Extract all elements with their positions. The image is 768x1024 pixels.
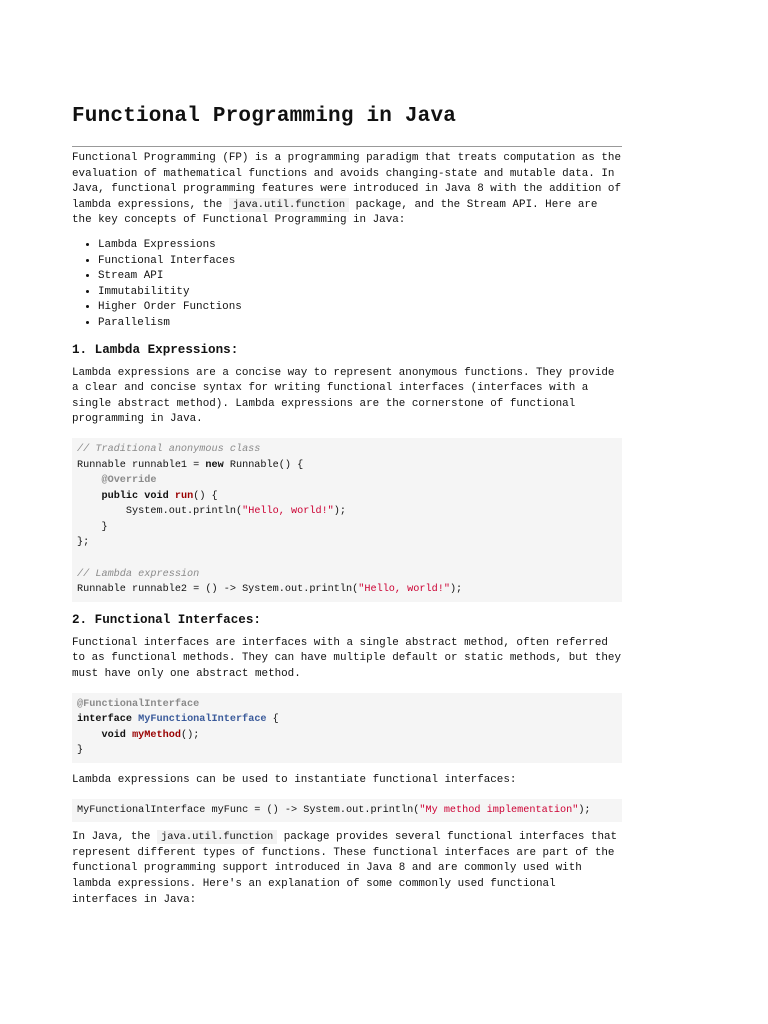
- code-string: "Hello, world!": [242, 506, 334, 518]
- list-item: • Immutabilitity: [98, 285, 622, 301]
- code-text: }: [101, 521, 108, 533]
- code-block-instantiate: [72, 799, 622, 823]
- code-comment: // Traditional anonymous class: [77, 443, 261, 455]
- list-item: • Functional Interfaces: [98, 254, 622, 270]
- code-function: myMethod: [132, 729, 181, 741]
- package-paragraph: [72, 830, 622, 908]
- code-text: ();: [180, 729, 200, 741]
- list-item: • Higher Order Functions: [98, 300, 622, 316]
- code-text: Runnable() {: [223, 459, 304, 471]
- code-text: );: [578, 804, 591, 816]
- document-body: [72, 151, 622, 908]
- code-text: );: [449, 584, 463, 596]
- code-block-lambda: [72, 438, 622, 602]
- code-keyword: void: [101, 729, 126, 741]
- code-type: MyFunctionalInterface: [138, 714, 267, 726]
- code-text: MyFunctionalInterface myFunc = () -> System.out.println(: [77, 804, 420, 816]
- section-heading-lambda: 1. Lambda Expressions:: [72, 342, 239, 357]
- page-title: Functional Programming in Java: [72, 105, 457, 128]
- code-annotation: @FunctionalInterface: [77, 698, 200, 710]
- code-text: Runnable runnable2 = () -> System.out.println(: [77, 584, 359, 596]
- list-item: • Parallelism: [98, 316, 622, 332]
- intro-paragraph: [72, 151, 622, 229]
- intro-text-2: package, and the Stream API. Here are the key concepts of Functional Programming in Java:: [72, 198, 598, 227]
- code-text: );: [333, 506, 347, 518]
- code-text: () {: [193, 490, 218, 502]
- list-item: • Stream API: [98, 269, 622, 285]
- code-text: Runnable runnable1 =: [77, 459, 206, 471]
- list-item: • Lambda Expressions: [98, 238, 622, 254]
- intro-text-1: Functional Programming (FP) is a programming paradigm that treats computation as the evaluation of mathematical functions and avoids changing-state and mutable data. In Java, functional programming features were introduced in Java 8 with the addition of lambda expressions, the: [72, 152, 621, 211]
- code-function: run: [174, 490, 194, 502]
- functional-interfaces-paragraph: Functional interfaces are interfaces with a single abstract method, often referred to as functional methods. They can have multiple default or static methods, but they must have only one abstract method.: [72, 636, 621, 681]
- code-string: "My method implementation": [419, 804, 579, 816]
- inline-code-package: java.util.function: [157, 830, 277, 844]
- code-keyword: interface: [77, 714, 133, 726]
- code-text: {: [266, 714, 279, 726]
- section-heading-functional-interfaces: 2. Functional Interfaces:: [72, 612, 261, 627]
- code-keyword: new: [205, 459, 224, 471]
- lambda-paragraph: Lambda expressions are a concise way to represent anonymous functions. They provide a clear and concise syntax for writing functional interfaces (interfaces with a single abstract method). Lambda expressions are the cornerstone of functional programming in Java.: [72, 366, 615, 426]
- concepts-list: [72, 238, 622, 332]
- package-text-1: In Java, the: [72, 831, 157, 844]
- code-block-interface: [72, 693, 622, 763]
- code-comment: // Lambda expression: [77, 568, 200, 580]
- package-text-2: package provides several functional interfaces that represent different types of functions. These functional interfaces are part of the functional programming support introduced in Java 8 and are commonly used with lambda expressions. Here's an explanation of some commonly used functional interfaces in Java:: [72, 831, 618, 906]
- code-keyword: public: [101, 490, 139, 502]
- code-text: System.out.println(: [125, 506, 243, 518]
- code-annotation: @Override: [101, 475, 157, 487]
- code-keyword: void: [144, 490, 169, 502]
- code-string: "Hello, world!": [358, 584, 450, 596]
- code-text: }: [77, 745, 84, 757]
- instantiate-paragraph: Lambda expressions can be used to instantiate functional interfaces:: [72, 774, 517, 786]
- title-divider: [72, 146, 622, 147]
- inline-code-package: java.util.function: [229, 198, 349, 212]
- code-text: };: [77, 537, 90, 549]
